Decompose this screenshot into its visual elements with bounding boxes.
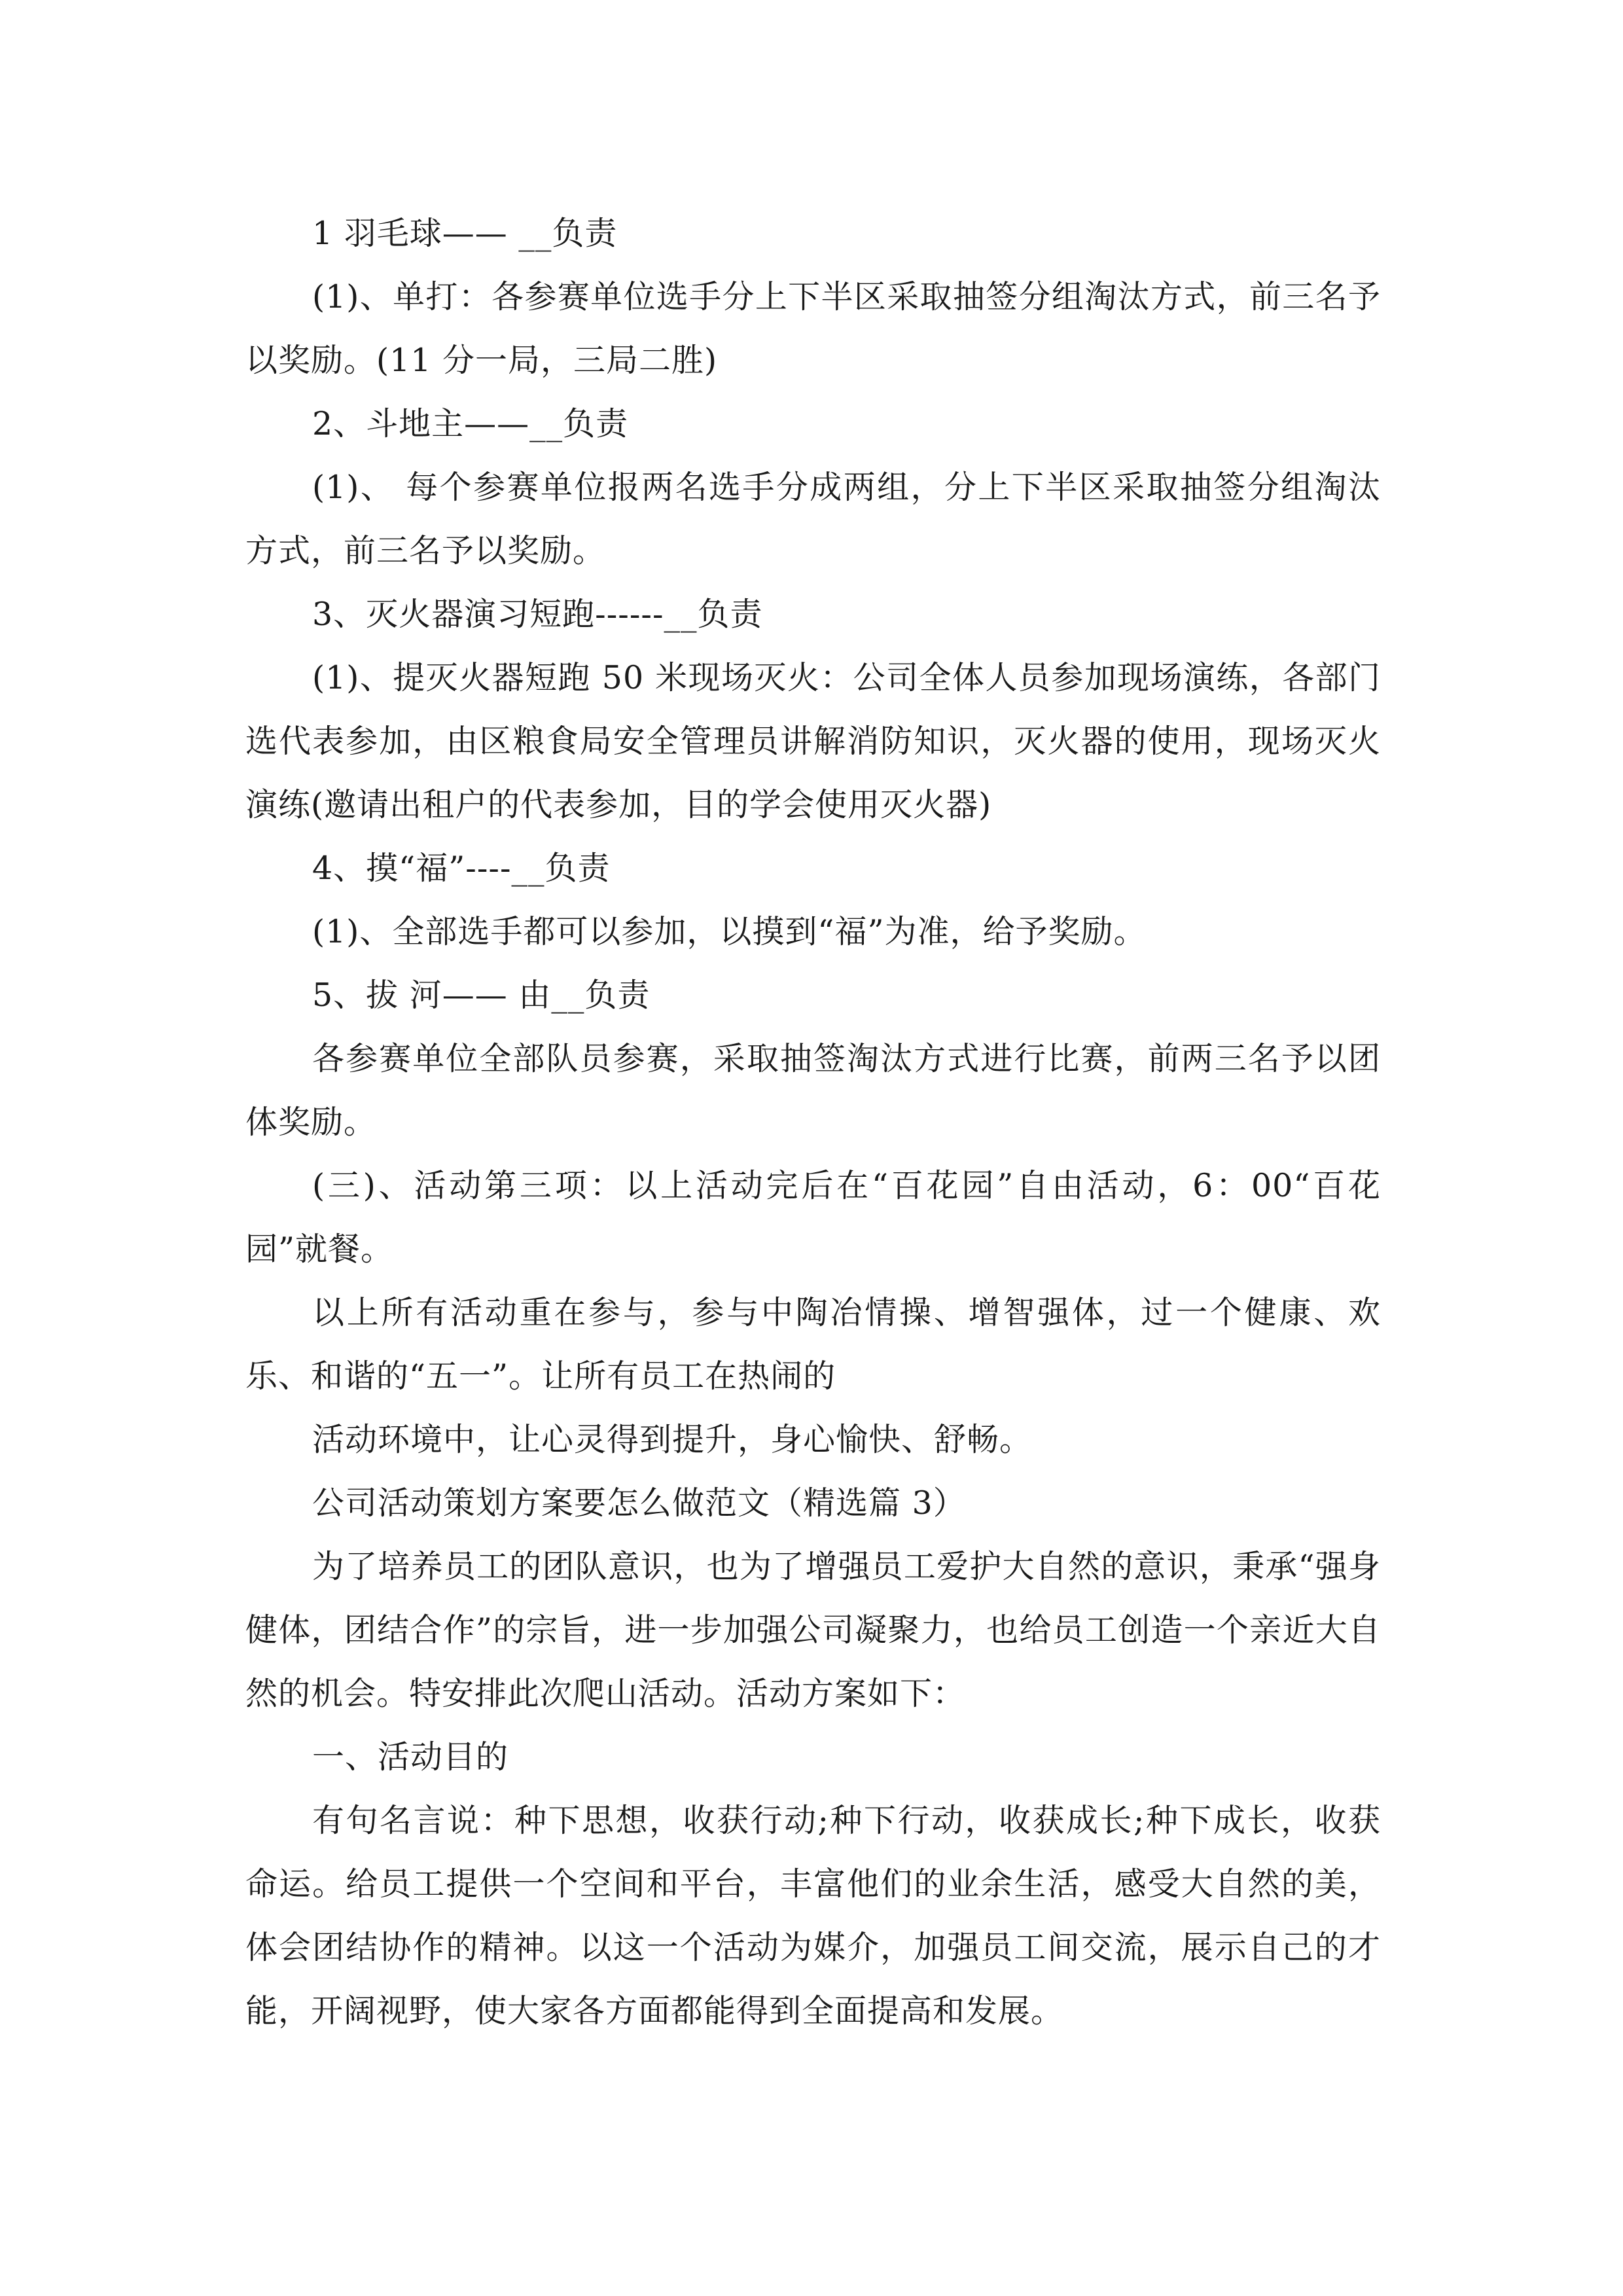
paragraph-tug-of-war: 各参赛单位全部队员参赛，采取抽签淘汰方式进行比赛，前两三名予以团体奖励。 xyxy=(245,1040,1381,1141)
paragraph-intro: 为了培养员工的团队意识，也为了增强员工爱护大自然的意识，秉承“强身健体，团结合作”的宗旨，进一步加强公司凝聚力，也给员工创造一个亲近大自然的机会。特安排此次爬山活动。活动方案如下： xyxy=(245,1548,1381,1712)
paragraph-summary: 以上所有活动重在参与，参与中陶冶情操、增智强体，过一个健康、欢乐、和谐的“五一”。让所有员工在热闹的 xyxy=(245,1294,1381,1395)
paragraph-doudizhu: (1)、 每个参赛单位报两名选手分成两组，分上下半区采取抽签分组淘汰方式，前三名予以奖励。 xyxy=(245,469,1381,569)
heading-extinguisher-race: 3、灭火器演习短跑------__负责 xyxy=(312,596,763,633)
heading-badminton: 1 羽毛球—— __负责 xyxy=(312,215,618,252)
heading-activity-purpose: 一、活动目的 xyxy=(312,1738,509,1776)
heading-tug-of-war: 5、拔 河—— 由__负责 xyxy=(312,977,651,1014)
heading-doudizhu: 2、斗地主——__负责 xyxy=(312,405,629,442)
paragraph-summary-continued: 活动环境中，让心灵得到提升，身心愉快、舒畅。 xyxy=(312,1421,1033,1458)
paragraph-activity-three: (三)、活动第三项：以上活动完后在“百花园”自由活动，6：00“百花园”就餐。 xyxy=(245,1167,1381,1268)
paragraph-singles: (1)、单打：各参赛单位选手分上下半区采取抽签分组淘汰方式，前三名予以奖励。(11 分一局，三局二胜) xyxy=(245,278,1381,379)
heading-touch-fu: 4、摸“福”----__负责 xyxy=(312,850,611,887)
paragraph-touch-fu: (1)、全部选手都可以参加，以摸到“福”为准，给予奖励。 xyxy=(312,913,1147,950)
document-body xyxy=(245,202,1381,2043)
section-title-sample-3: 公司活动策划方案要怎么做范文（精选篇 3） xyxy=(312,1484,966,1522)
paragraph-activity-purpose: 有句名言说：种下思想，收获行动;种下行动，收获成长;种下成长，收获命运。给员工提供一个空间和平台，丰富他们的业余生活，感受大自然的美，体会团结协作的精神。以这一个活动为媒介，加强员工间交流，展示自己的才能，开阔视野，使大家各方面都能得到全面提高和发展。 xyxy=(245,1802,1381,2030)
paragraph-extinguisher-race: (1)、提灭火器短跑 50 米现场灭火：公司全体人员参加现场演练，各部门选代表参加，由区粮食局安全管理员讲解消防知识，灭火器的使用，现场灭火演练(邀请出租户的代表参加，目的学会使用灭火器) xyxy=(245,659,1381,823)
